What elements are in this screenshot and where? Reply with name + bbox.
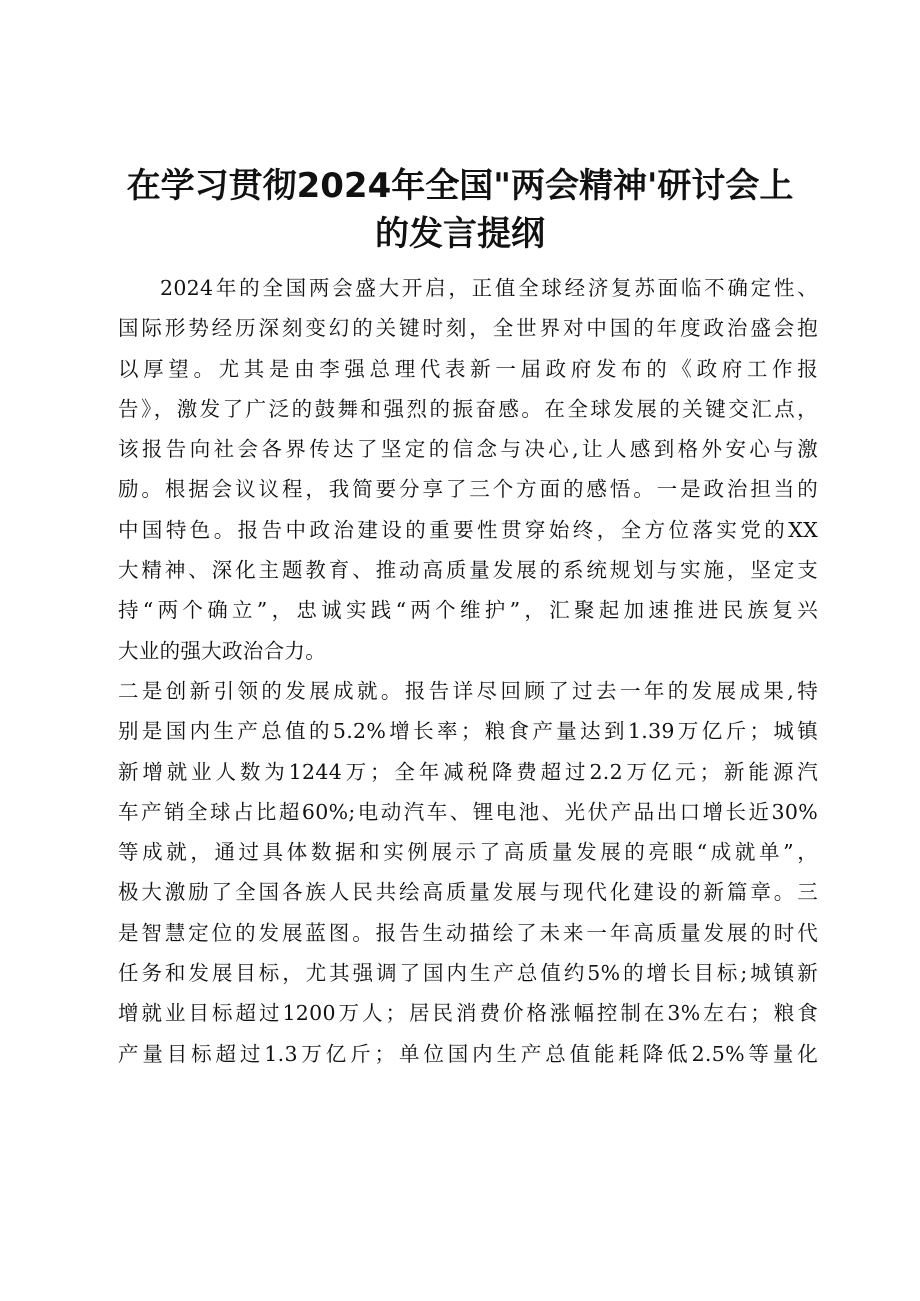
body-line: 新增就业人数为1244万；全年减税降费超过2.2万亿元；新能源汽 <box>118 759 818 784</box>
document-body <box>118 268 818 1074</box>
body-line: 该报告向社会各界传达了坚定的信念与决心,让人感到格外安心与激 <box>118 437 818 462</box>
document-title <box>100 162 820 258</box>
body-line: 产量目标超过1.3万亿斤；单位国内生产总值能耗降低2.5%等量化 <box>118 1041 818 1066</box>
body-line: 增就业目标超过1200万人；居民消费价格涨幅控制在3%左右；粮食 <box>118 1001 818 1026</box>
body-line: 持“两个确立”，忠诚实践“两个维护”，汇聚起加速推进民族复兴 <box>118 598 818 623</box>
body-line: 等成就，通过具体数据和实例展示了高质量发展的亮眼“成就单”， <box>118 840 818 865</box>
body-line: 以厚望。尤其是由李强总理代表新一届政府发布的《政府工作报 <box>118 356 818 381</box>
body-line: 是智慧定位的发展蓝图。报告生动描绘了未来一年高质量发展的时代 <box>118 920 818 945</box>
body-line: 二是创新引领的发展成就。报告详尽回顾了过去一年的发展成果,特 <box>118 678 818 703</box>
body-line: 2024年的全国两会盛大开启，正值全球经济复苏面临不确定性、 <box>160 276 818 300</box>
title-line-1: 在学习贯彻2024年全国"两会精神'研讨会上 <box>126 166 794 206</box>
title-line-2: 的发言提纲 <box>375 214 545 254</box>
body-line: 车产销全球占比超60%;电动汽车、锂电池、光伏产品出口增长近30% <box>118 799 818 824</box>
body-line: 国际形势经历深刻变幻的关键时刻，全世界对中国的年度政治盛会抱 <box>118 316 818 341</box>
body-line: 励。根据会议议程，我简要分享了三个方面的感悟。一是政治担当的 <box>118 477 818 502</box>
body-line: 别是国内生产总值的5.2%增长率；粮食产量达到1.39万亿斤；城镇 <box>118 719 818 744</box>
body-line: 告》，激发了广泛的鼓舞和强烈的振奋感。在全球发展的关键交汇点， <box>118 396 818 421</box>
body-line: 大业的强大政治合力。 <box>118 638 326 663</box>
body-line: 中国特色。报告中政治建设的重要性贯穿始终，全方位落实党的XX <box>118 517 818 542</box>
body-line: 任务和发展目标，尤其强调了国内生产总值约5%的增长目标;城镇新 <box>118 961 818 986</box>
body-line: 大精神、深化主题教育、推动高质量发展的系统规划与实施，坚定支 <box>118 558 818 583</box>
body-line: 极大激励了全国各族人民共绘高质量发展与现代化建设的新篇章。三 <box>118 880 818 905</box>
